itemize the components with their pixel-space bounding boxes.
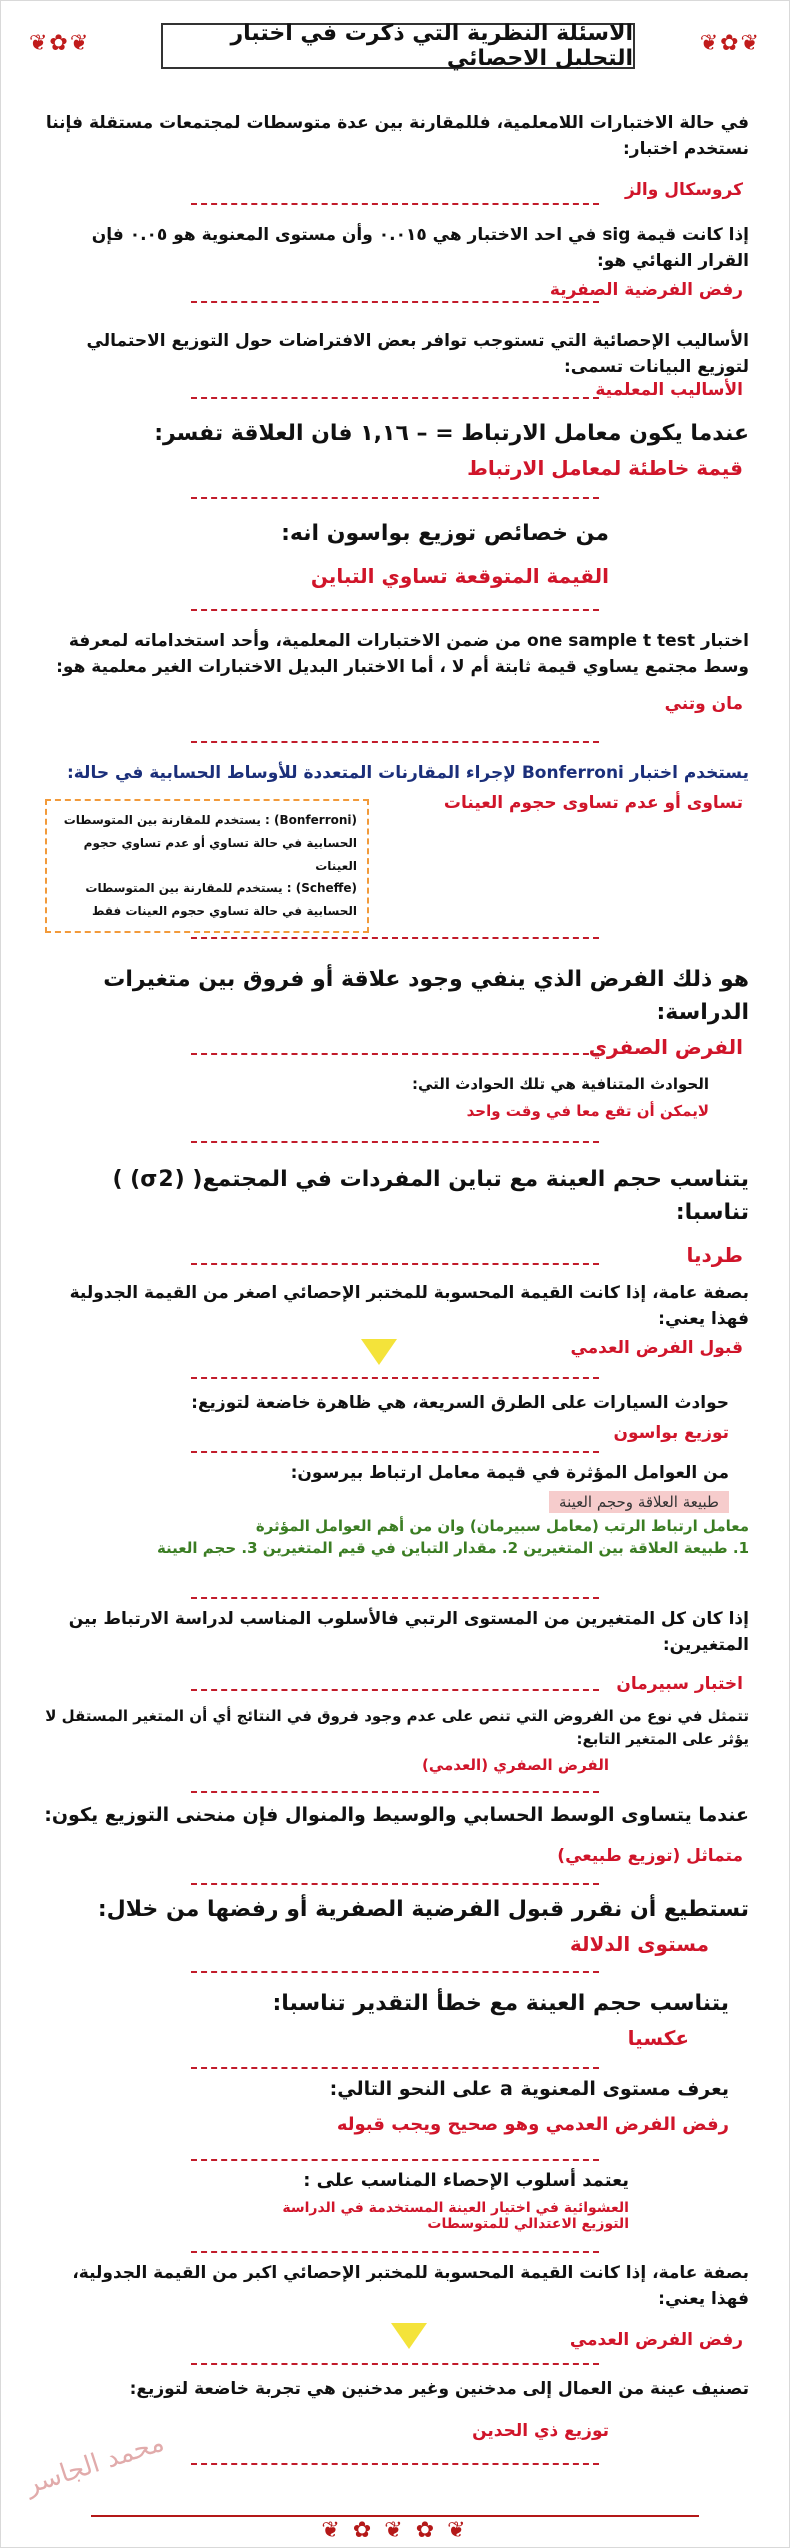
question-text: من العوامل المؤثرة في قيمة معامل ارتباط بيرسون: <box>290 1463 729 1483</box>
question-item <box>41 2075 749 2135</box>
bonferroni-note <box>45 799 369 933</box>
divider <box>191 2251 599 2253</box>
question-item <box>41 1705 749 1774</box>
answer-text: قبول الفرض العدمي <box>570 1338 743 1358</box>
footer-ornament-icon: ❦ ✿ ❦ ✿ ❦ <box>321 2518 469 2543</box>
pearson-note: معامل ارتباط الرتب (معامل سبيرمان) وان من أهم العوامل المؤثرة <box>255 1516 749 1535</box>
divider <box>191 1791 599 1793</box>
answer-text: رفض الفرض العدمي وهو صحيح ويجب قبوله <box>336 2113 729 2135</box>
answer-text: لايمكن أن تقع معا في وقت واحد <box>466 1101 709 1120</box>
question-text: إذا كانت قيمة sig في احد الاختبار هي ٠.٠١٥ وأن مستوى المعنوية هو ٠.٠٥ فإن القرار النهائي هو: <box>91 225 749 271</box>
footer-line <box>91 2515 699 2517</box>
page-title: الاسئلة النظرية التي ذكرت في اختبار التحليل الاحصائي <box>161 23 635 69</box>
question-item <box>41 417 749 480</box>
question-item <box>41 1391 749 1443</box>
divider <box>191 203 599 205</box>
answer-text: اختبار سبيرمان <box>616 1674 743 1694</box>
question-item <box>41 1987 749 2050</box>
divider <box>191 1053 599 1055</box>
question-item <box>41 1461 749 1557</box>
answer-box <box>41 1491 729 1513</box>
question-text: الأساليب الإحصائية التي تستوجب توافر بعض الافتراضات حول التوزيع الاحتمالي لتوزيع البيانات تسمى: <box>86 331 749 377</box>
question-text: تستطيع أن نقرر قبول الفرضية الصفرية أو رفضها من خلال: <box>97 1897 749 1922</box>
answer-text: توزيع بواسون <box>613 1422 729 1443</box>
answer-text: توزيع ذي الحدين <box>472 2420 609 2441</box>
question-item <box>41 1607 749 1694</box>
pearson-factors: 1. طبيعة العلاقة بين المتغيرين 2. مقدار التباين في قيم المتغيرين 3. حجم العينة <box>156 1538 749 1557</box>
question-text: في حالة الاختبارات اللامعلمية، فللمقارنة بين عدة متوسطات لمجتمعات مستقلة فإننا نستخدم اختبار: <box>45 113 749 159</box>
divider <box>191 1451 599 1453</box>
question-text: بصفة عامة، إذا كانت القيمة المحسوبة للمختبر الإحصائي اكبر من القيمة الجدولية، فهذا يعني: <box>72 2263 749 2309</box>
divider <box>191 609 599 611</box>
question-text: يستخدم اختبار Bonferroni لإجراء المقارنات المتعددة للأوساط الحسابية في حالة: <box>66 763 749 783</box>
divider <box>191 2159 599 2161</box>
answer-text: مستوى الدلالة <box>569 1932 709 1956</box>
divider <box>191 937 599 939</box>
question-item <box>41 963 749 1059</box>
question-text: عندما يكون معامل الارتباط = – ١,١٦ فان العلاقة تفسر: <box>154 421 749 446</box>
question-item <box>41 517 749 588</box>
question-item <box>41 223 749 300</box>
ornament-right-icon: ❦✿❦ <box>699 31 761 56</box>
divider <box>191 741 599 743</box>
question-text: حوادث السيارات على الطرق السريعة، هي ظاهرة خاضعة لتوزيع: <box>191 1393 729 1413</box>
answer-text: كروسكال والز <box>624 180 743 200</box>
divider <box>191 2363 599 2365</box>
answer-text: طرديا <box>686 1243 743 1267</box>
answer-text: مان وتني <box>664 694 743 714</box>
answer-text: متماثل (توزيع طبيعي) <box>557 1845 743 1866</box>
question-text: إذا كان كل المتغيرين من المستوى الرتبي فالأسلوب المناسب لدراسة الارتباط بين المتغيرين: <box>68 1609 749 1655</box>
question-text: من خصائص توزيع بواسون انه: <box>281 521 609 546</box>
question-item <box>41 629 749 714</box>
question-text: يعرف مستوى المعنوية a على النحو التالي: <box>329 2078 729 2100</box>
answer-text: رفض الفرضية الصفرية <box>549 280 743 300</box>
question-item <box>41 2167 749 2232</box>
note-line: (Scheffe) : يستخدم للمقارنة بين المتوسطات الحسابية في حالة تساوي حجوم العينات فقط <box>85 881 357 919</box>
question-text: هو ذلك الفرض الذي ينفي وجود علاقة أو فروق بين متغيرات الدراسة: <box>103 967 749 1025</box>
question-text: بصفة عامة، إذا كانت القيمة المحسوبة للمختبر الإحصائي اصغر من القيمة الجدولية فهذا يعني: <box>69 1283 749 1329</box>
answer-text: تساوى أو عدم تساوى حجوم العينات <box>443 792 743 813</box>
answer-text: القيمة المتوقعة تساوي التباين <box>310 564 609 588</box>
ornament-left-icon: ❦✿❦ <box>29 31 91 56</box>
divider <box>191 1971 599 1973</box>
question-item <box>41 1893 749 1956</box>
divider <box>191 1377 599 1379</box>
divider <box>191 1689 599 1691</box>
question-text: عندما يتساوى الوسط الحسابي والوسيط والمنوال فإن منحنى التوزيع يكون: <box>44 1804 749 1826</box>
answer-text: الأساليب المعلمية <box>595 380 743 400</box>
signature: محمد الجاسر <box>21 2427 168 2501</box>
pointer-triangle-icon <box>391 2323 427 2349</box>
divider <box>191 301 599 303</box>
question-text: تتمثل في نوع من الفروض التي تنص على عدم وجود فروق في النتائج أي أن المتغير المستقل لا يؤثر على المتغير التابع: <box>45 1707 749 1748</box>
question-item <box>41 1073 749 1120</box>
answer-text: العشوائية في اختيار العينة المستخدمة في الدراسة <box>282 2200 629 2216</box>
pointer-triangle-icon <box>361 1339 397 1365</box>
divider <box>191 2067 599 2069</box>
question-text: الحوادث المتنافية هي تلك الحوادث التي: <box>411 1075 709 1093</box>
header <box>1 1 789 97</box>
question-text: يتناسب حجم العينة مع تباين المفردات في المجتمع( (σ2) ) تناسبا: <box>112 1167 749 1225</box>
divider <box>191 1883 599 1885</box>
divider <box>191 497 599 499</box>
question-item <box>41 1801 749 1866</box>
answer-text: الفرض الصفري (العدمي) <box>421 1756 609 1774</box>
answer-text: قيمة خاطئة لمعامل الارتباط <box>467 456 743 480</box>
divider <box>191 1141 599 1143</box>
question-text: يعتمد أسلوب الإحصاء المناسب على : <box>303 2170 629 2191</box>
question-text: يتناسب حجم العينة مع خطأ التقدير تناسبا: <box>272 1991 729 2016</box>
note-line: (Bonferroni) : يستخدم للمقارنة بين المتوسطات الحسابية في حالة تساوي أو عدم تساوي حجوم العينات <box>63 813 357 873</box>
question-item <box>41 111 749 200</box>
divider <box>191 397 599 399</box>
question-text: تصنيف عينة من العمال إلى مدخنين وغير مدخنين هي تجربة خاضعة لتوزيع: <box>129 2379 749 2399</box>
question-text: اختبار one sample t test من ضمن الاختبارات المعلمية، وأحد استخداماته لمعرفة وسط مجتمع يساوي قيمة ثابتة أم لا ، أما الاختبار البديل الاختبارات الغير معلمية هو: <box>56 631 749 677</box>
question-item <box>41 1163 749 1267</box>
answer-text: عكسيا <box>627 2026 689 2050</box>
answer-text: رفض الفرض العدمي <box>569 2330 743 2350</box>
answer-text: طبيعة العلاقة وحجم العينة <box>549 1491 729 1513</box>
answer-extra: التوزيع الاعتدالي للمتوسطات <box>427 2216 629 2232</box>
divider <box>191 1597 599 1599</box>
answer-text: الفرض الصفري <box>588 1035 743 1059</box>
question-item <box>41 329 749 400</box>
divider <box>191 1263 599 1265</box>
divider <box>191 2463 599 2465</box>
